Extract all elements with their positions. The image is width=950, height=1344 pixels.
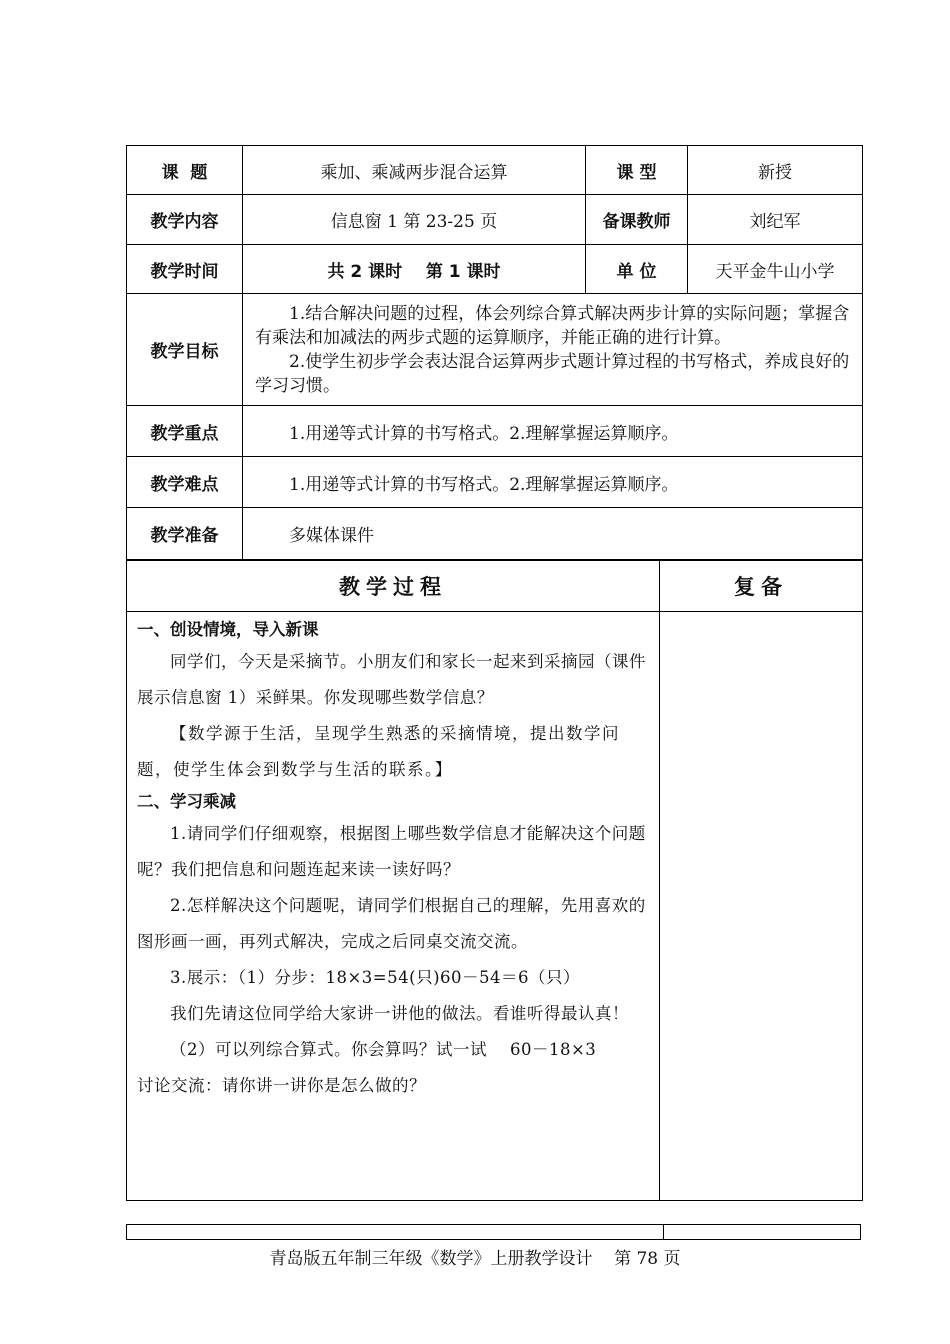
review-content: [660, 612, 863, 1201]
goal-2: 2.使学生初步学会表达混合运算两步式题计算过程的书写格式，养成良好的学习习惯。: [255, 351, 850, 396]
goal-1: 1.结合解决问题的过程，体会列综合算式解决两步计算的实际问题；掌握含有乘法和加减法的两步式题的运算顺序，并能正确的进行计算。: [255, 303, 850, 348]
lesson-info-table: [126, 145, 863, 560]
teacher-label: 备课教师: [586, 195, 688, 245]
section-1-title: 一、创设情境，导入新课: [137, 620, 319, 639]
prep-label: 教学准备: [127, 508, 243, 560]
content-label: 教学内容: [127, 195, 243, 245]
section-2-title: 二、学习乘减: [137, 792, 236, 811]
paragraph-4: 3.展示：（1）分步：18×3=54(只)60－54＝6（只）: [170, 968, 580, 987]
prep-row: [127, 508, 863, 560]
process-header: 教学过程: [127, 561, 660, 612]
goals-value: [243, 294, 863, 406]
footer-rule-table: [126, 1224, 861, 1240]
process-header-row: [127, 561, 863, 612]
process-body-row: [127, 612, 863, 1201]
difficulty-value: 1.用递等式计算的书写格式。2.理解掌握运算顺序。: [243, 457, 863, 508]
review-header: 复备: [660, 561, 863, 612]
teacher-value: 刘纪军: [688, 195, 863, 245]
content-row: [127, 195, 863, 245]
paragraph-2: 1.请同学们仔细观察，根据图上哪些数学信息才能解决这个问题呢？我们把信息和问题连起来读一读好吗？: [137, 824, 646, 879]
type-value: 新授: [688, 146, 863, 195]
footer-cell-left: [127, 1225, 664, 1240]
paragraph-5: 我们先请这位同学给大家讲一讲他的做法。看谁听得最认真！: [170, 1004, 629, 1023]
topic-label: 课 题: [127, 146, 243, 195]
paragraph-7: 讨论交流：请你讲一讲你是怎么做的？: [137, 1076, 426, 1095]
key-value: 1.用递等式计算的书写格式。2.理解掌握运算顺序。: [243, 406, 863, 457]
type-label: 课 型: [586, 146, 688, 195]
paragraph-1: 同学们，今天是采摘节。小朋友们和家长一起来到采摘园（课件展示信息窗 1）采鲜果。你发现哪些数学信息？: [137, 652, 646, 707]
difficulty-label: 教学难点: [127, 457, 243, 508]
unit-value: 天平金牛山小学: [688, 245, 863, 294]
key-label: 教学重点: [127, 406, 243, 457]
prep-value: 多媒体课件: [243, 508, 863, 560]
time-value: 共 2 课时 第 1 课时: [243, 245, 586, 294]
unit-label: 单 位: [586, 245, 688, 294]
teaching-process-table: [126, 560, 863, 1201]
topic-value: 乘加、乘减两步混合运算: [243, 146, 586, 195]
goals-label: 教学目标: [127, 294, 243, 406]
time-label: 教学时间: [127, 245, 243, 294]
topic-row: [127, 146, 863, 195]
note-1: 【数学源于生活，呈现学生熟悉的采摘情境，提出数学问题，使学生体会到数学与生活的联系。】: [137, 724, 620, 779]
difficulty-row: [127, 457, 863, 508]
process-content: [127, 612, 660, 1201]
paragraph-6: （2）可以列综合算式。你会算吗？试一试 60－18×3: [170, 1040, 597, 1059]
content-value: 信息窗 1 第 23-25 页: [243, 195, 586, 245]
paragraph-3: 2.怎样解决这个问题呢，请同学们根据自己的理解，先用喜欢的图形画一画，再列式解决，完成之后同桌交流交流。: [137, 896, 646, 951]
footer-cell-right: [664, 1225, 861, 1240]
key-row: [127, 406, 863, 457]
goals-row: [127, 294, 863, 406]
page-footer: 青岛版五年制三年级《数学》上册教学设计 第 78 页: [269, 1249, 681, 1269]
time-row: [127, 245, 863, 294]
